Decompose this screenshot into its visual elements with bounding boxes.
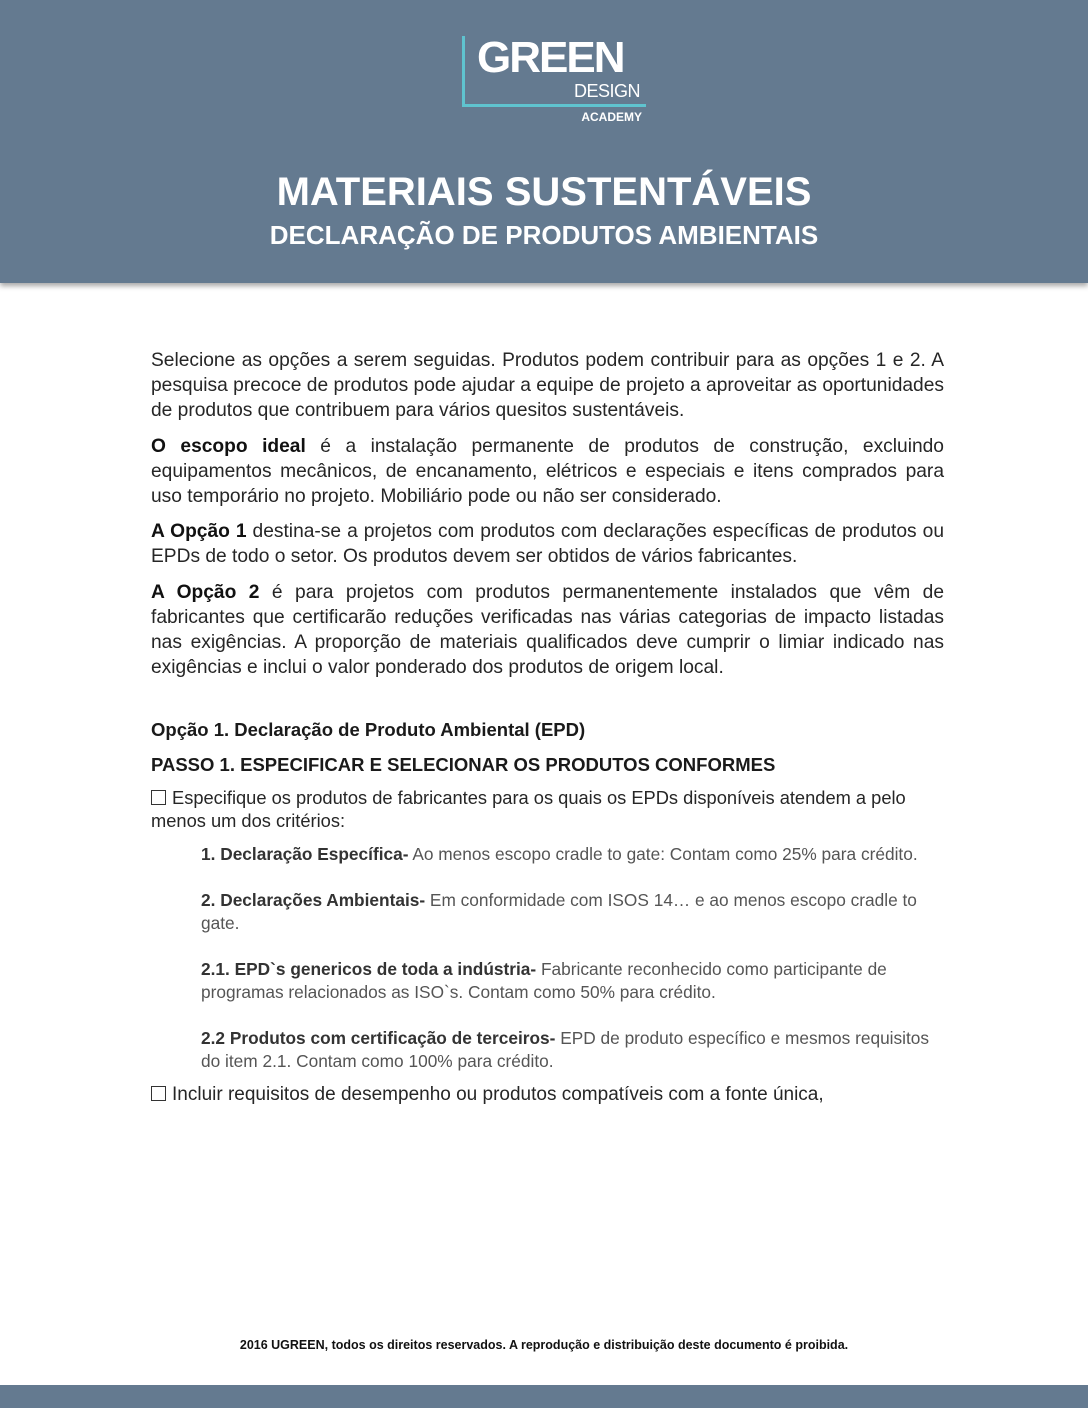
checklist-item[interactable]	[151, 1084, 944, 1107]
criteria-item-title: 2.2 Produtos com certificação de terceiros-	[201, 1027, 556, 1048]
criteria-item	[201, 889, 944, 936]
logo-text-design: DESIGN	[573, 81, 640, 101]
criteria-item-title: 2.1. EPD`s genericos de toda a indústria-	[201, 958, 537, 979]
green-design-academy-logo	[462, 33, 648, 124]
criteria-item-text: Ao menos escopo cradle to gate: Contam como 25% para crédito.	[408, 844, 918, 865]
checkbox-icon[interactable]	[151, 1086, 166, 1101]
scope-text: é a instalação permanente de produtos de construção, excluindo equipamentos mecânicos, de encanamento, elétricos e especiais e itens comprados para uso temporário no projeto. Mobiliário pode ou não ser considerado.	[151, 435, 944, 508]
option1-text: destina-se a projetos com produtos com declarações específicas de produtos ou EPDs de todo o setor. Os produtos devem ser obtidos de vários fabricantes.	[151, 521, 944, 568]
criteria-item-text: EPD de produto específico e mesmos requisitos do item 2.1. Contam como 100% para crédito.	[201, 1027, 930, 1072]
option2-text: é para projetos com produtos permanentemente instalados que vêm de fabricantes que certificarão reduções verificadas nas várias categorias de impacto listadas nas exigências. A proporção de materiais qualificados deve cumprir o limiar indicado nas exigências e inclui o valor ponderado dos produtos de origem local.	[151, 581, 944, 679]
copyright-notice: 2016 UGREEN, todos os direitos reservados. A reprodução e distribuição deste documento é proibida.	[239, 1338, 849, 1352]
logo-text-green: GREEN	[477, 33, 624, 82]
criteria-item-title: 2. Declarações Ambientais-	[201, 889, 426, 910]
document-body	[151, 348, 944, 1106]
criteria-item-title: 1. Declaração Específica-	[201, 844, 409, 865]
page-subtitle: DECLARAÇÃO DE PRODUTOS AMBIENTAIS	[269, 220, 819, 250]
step-heading: PASSO 1. ESPECIFICAR E SELECIONAR OS PRODUTOS CONFORMES	[151, 754, 776, 776]
checkbox-icon[interactable]	[151, 790, 166, 805]
criteria-item-text: Em conformidade com ISOS 14… e ao menos escopo cradle to gate.	[201, 889, 917, 934]
logo-text-academy: ACADEMY	[581, 110, 642, 124]
checklist-item[interactable]	[151, 787, 944, 832]
criteria-item	[201, 843, 944, 867]
option-heading: Opção 1. Declaração de Produto Ambiental (EPD)	[151, 719, 586, 741]
intro-paragraph: Selecione as opções a serem seguidas. Produtos podem contribuir para as opções 1 e 2. A pesquisa precoce de produtos pode ajudar a equipe de projeto a aproveitar as oportunidades de produtos que contribuem para vários quesitos sustentáveis.	[151, 350, 944, 422]
criteria-list	[201, 843, 944, 1074]
checklist-item-text: Incluir requisitos de desempenho ou produtos compatíveis com a fonte única,	[172, 1083, 824, 1105]
option2-label: A Opção 2	[151, 581, 260, 603]
option1-paragraph	[151, 519, 944, 569]
criteria-item	[201, 958, 944, 1005]
option1-label: A Opção 1	[151, 521, 247, 543]
scope-paragraph	[151, 434, 944, 510]
page-header	[0, 0, 1088, 283]
criteria-item	[201, 1027, 944, 1074]
criteria-item-text: Fabricante reconhecido como participante de programas relacionados as ISO`s. Contam como 50% para crédito.	[201, 958, 887, 1003]
logo-bracket	[462, 33, 646, 107]
scope-label: O escopo ideal	[151, 435, 306, 457]
footer-bar	[0, 1385, 1088, 1408]
option2-paragraph	[151, 580, 944, 681]
checklist-item-text: Especifique os produtos de fabricantes para os quais os EPDs disponíveis atendem a pelo menos um dos critérios:	[151, 787, 906, 831]
page-title: MATERIAIS SUSTENTÁVEIS	[276, 170, 812, 214]
